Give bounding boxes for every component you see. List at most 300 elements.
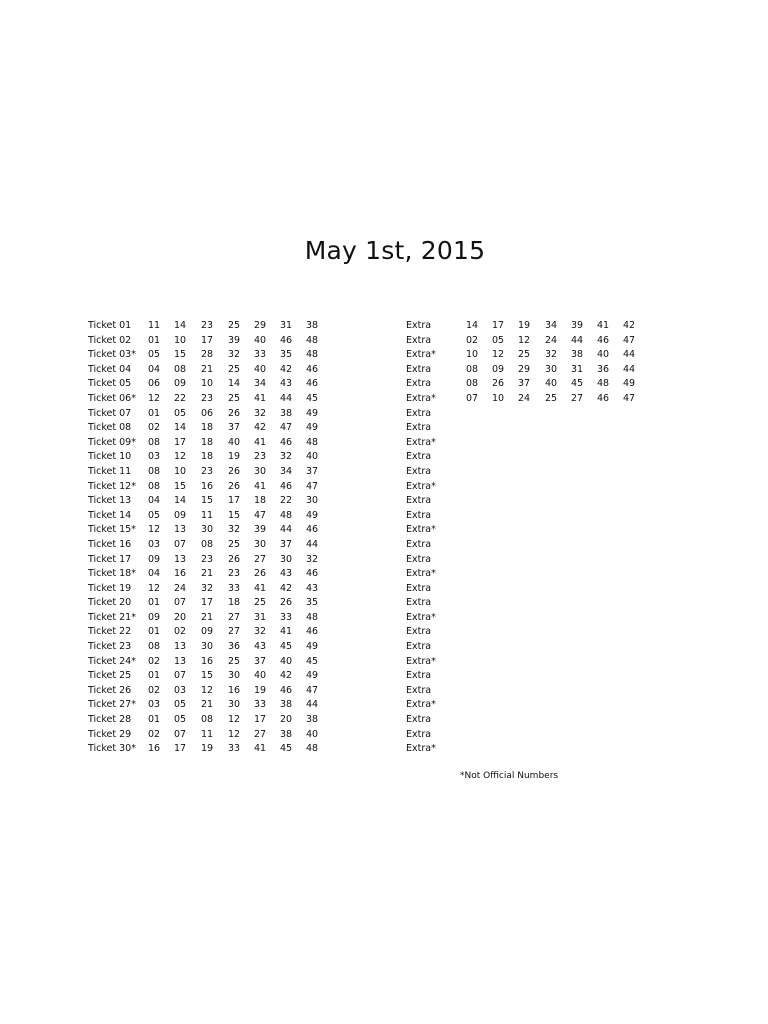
- ticket-number: 12: [228, 714, 241, 726]
- ticket-label: Ticket 27*: [88, 699, 136, 711]
- ticket-label: Ticket 22: [88, 626, 132, 638]
- ticket-number: 09: [174, 378, 187, 390]
- extra-number: 27: [571, 392, 584, 404]
- ticket-number: 27: [254, 728, 267, 740]
- extra-label: Extra: [406, 553, 432, 565]
- extra-number: 12: [518, 334, 531, 346]
- ticket-label: Ticket 26: [88, 684, 132, 696]
- ticket-number: 48: [280, 509, 293, 521]
- ticket-number: 49: [306, 670, 319, 682]
- extra-number: 47: [623, 392, 636, 404]
- ticket-number: 47: [254, 509, 267, 521]
- extra-number: 09: [492, 363, 505, 375]
- ticket-number: 09: [174, 509, 187, 521]
- ticket-number: 10: [174, 465, 187, 477]
- ticket-number: 06: [201, 407, 214, 419]
- extra-number: 08: [466, 378, 479, 390]
- extra-label: Extra*: [406, 611, 436, 623]
- ticket-number: 13: [174, 553, 187, 565]
- ticket-number: 45: [306, 392, 319, 404]
- ticket-number: 31: [254, 611, 267, 623]
- ticket-number: 32: [254, 626, 267, 638]
- ticket-number: 46: [306, 378, 319, 390]
- ticket-number: 17: [228, 495, 241, 507]
- extra-number: 46: [597, 392, 610, 404]
- ticket-number: 35: [306, 597, 319, 609]
- ticket-number: 37: [254, 655, 267, 667]
- ticket-label: Ticket 28: [88, 714, 132, 726]
- ticket-number: 23: [201, 392, 214, 404]
- ticket-number: 43: [280, 568, 293, 580]
- ticket-number: 28: [201, 349, 214, 361]
- ticket-number: 47: [306, 684, 319, 696]
- ticket-number: 01: [148, 597, 161, 609]
- ticket-number: 42: [280, 363, 293, 375]
- ticket-number: 01: [148, 670, 161, 682]
- ticket-number: 12: [148, 524, 161, 536]
- ticket-number: 30: [254, 465, 267, 477]
- extra-row: [466, 363, 646, 378]
- ticket-number: 07: [174, 538, 187, 550]
- ticket-number: 26: [280, 597, 293, 609]
- ticket-label: Ticket 21*: [88, 611, 136, 623]
- ticket-number: 21: [201, 699, 214, 711]
- ticket-number: 41: [254, 582, 267, 594]
- ticket-number: 08: [148, 480, 161, 492]
- ticket-number: 23: [228, 568, 241, 580]
- ticket-number: 25: [228, 320, 241, 331]
- ticket-number: 48: [306, 334, 319, 346]
- ticket-number: 20: [280, 714, 293, 726]
- ticket-label: Ticket 13: [88, 495, 132, 507]
- ticket-number: 27: [228, 626, 241, 638]
- extra-number: 36: [597, 363, 610, 375]
- ticket-number: 34: [254, 378, 267, 390]
- page-title: May 1st, 2015: [304, 236, 486, 265]
- ticket-number: 38: [280, 407, 293, 419]
- extra-label: Extra: [406, 728, 432, 740]
- ticket-number: 06: [148, 378, 161, 390]
- ticket-number: 08: [148, 641, 161, 653]
- ticket-number: 08: [174, 363, 187, 375]
- extra-number: 38: [571, 349, 584, 361]
- ticket-number: 48: [306, 743, 319, 755]
- ticket-number: 41: [254, 480, 267, 492]
- extra-label: Extra: [406, 334, 432, 346]
- ticket-number: 41: [254, 392, 267, 404]
- ticket-number: 18: [254, 495, 267, 507]
- extra-number: 29: [518, 363, 531, 375]
- ticket-number: 03: [174, 684, 187, 696]
- extra-number: 49: [623, 378, 636, 390]
- extra-number: 26: [492, 378, 505, 390]
- ticket-number: 19: [201, 743, 214, 755]
- ticket-number: 09: [148, 553, 161, 565]
- ticket-number: 30: [228, 699, 241, 711]
- ticket-number: 33: [254, 349, 267, 361]
- ticket-number: 37: [280, 538, 293, 550]
- ticket-number: 27: [228, 611, 241, 623]
- ticket-number: 43: [254, 641, 267, 653]
- extra-label: Extra*: [406, 392, 436, 404]
- ticket-number: 08: [201, 538, 214, 550]
- ticket-number: 14: [174, 495, 187, 507]
- ticket-number: 40: [254, 670, 267, 682]
- ticket-number: 38: [306, 714, 319, 726]
- ticket-number: 39: [254, 524, 267, 536]
- extra-row: [466, 334, 646, 349]
- ticket-number: 01: [148, 714, 161, 726]
- ticket-number: 45: [280, 641, 293, 653]
- ticket-number: 03: [148, 699, 161, 711]
- ticket-number: 41: [254, 436, 267, 448]
- ticket-number: 15: [201, 495, 214, 507]
- ticket-number: 27: [254, 553, 267, 565]
- extra-label: Extra*: [406, 743, 436, 755]
- ticket-number: 32: [201, 582, 214, 594]
- ticket-label: Ticket 19: [88, 582, 132, 594]
- ticket-number: 01: [148, 626, 161, 638]
- ticket-number: 49: [306, 422, 319, 434]
- ticket-label: Ticket 23: [88, 641, 132, 653]
- ticket-number: 45: [306, 655, 319, 667]
- ticket-label: Ticket 07: [88, 407, 132, 419]
- ticket-number: 18: [201, 451, 214, 463]
- ticket-number: 37: [306, 465, 319, 477]
- ticket-number: 40: [254, 334, 267, 346]
- ticket-number: 35: [280, 349, 293, 361]
- ticket-number: 32: [228, 349, 241, 361]
- extra-number: 47: [623, 334, 636, 346]
- ticket-label: Ticket 20: [88, 597, 132, 609]
- ticket-number: 44: [280, 392, 293, 404]
- ticket-number: 13: [174, 641, 187, 653]
- ticket-number: 09: [148, 611, 161, 623]
- extra-number: 44: [623, 349, 636, 361]
- ticket-number: 32: [228, 524, 241, 536]
- ticket-label: Ticket 30*: [88, 743, 136, 755]
- extra-label: Extra: [406, 407, 432, 419]
- ticket-number: 02: [148, 728, 161, 740]
- ticket-number: 08: [201, 714, 214, 726]
- ticket-number: 25: [254, 597, 267, 609]
- ticket-number: 34: [280, 465, 293, 477]
- extra-label: Extra: [406, 714, 432, 726]
- ticket-number: 38: [280, 699, 293, 711]
- ticket-label: Ticket 16: [88, 538, 132, 550]
- ticket-number: 02: [148, 684, 161, 696]
- ticket-number: 15: [228, 509, 241, 521]
- ticket-number: 15: [174, 349, 187, 361]
- extra-number: 24: [518, 392, 531, 404]
- extra-number: 39: [571, 320, 584, 331]
- extra-number: 34: [545, 320, 558, 331]
- ticket-number: 30: [280, 553, 293, 565]
- ticket-number: 39: [228, 334, 241, 346]
- ticket-number: 30: [228, 670, 241, 682]
- extra-number: 44: [571, 334, 584, 346]
- extra-number: 46: [597, 334, 610, 346]
- ticket-number: 33: [228, 582, 241, 594]
- extra-label: Extra: [406, 684, 432, 696]
- ticket-number: 23: [201, 465, 214, 477]
- ticket-label: Ticket 10: [88, 451, 132, 463]
- ticket-label: Ticket 15*: [88, 524, 136, 536]
- ticket-number: 41: [254, 743, 267, 755]
- extra-row: [466, 348, 646, 363]
- ticket-number: 30: [306, 495, 319, 507]
- extra-label: Extra*: [406, 524, 436, 536]
- ticket-number: 44: [306, 699, 319, 711]
- ticket-number: 46: [280, 334, 293, 346]
- ticket-number: 21: [201, 363, 214, 375]
- ticket-label: Ticket 17: [88, 553, 132, 565]
- ticket-label: Ticket 02: [88, 334, 132, 346]
- ticket-number: 37: [228, 422, 241, 434]
- extra-label: Extra: [406, 465, 432, 477]
- ticket-number: 05: [174, 699, 187, 711]
- ticket-number: 08: [148, 465, 161, 477]
- ticket-label: Ticket 24*: [88, 655, 136, 667]
- ticket-number: 03: [148, 538, 161, 550]
- ticket-label: Ticket 08: [88, 422, 132, 434]
- extra-number: 41: [597, 320, 610, 331]
- ticket-number: 41: [280, 626, 293, 638]
- ticket-number: 33: [228, 743, 241, 755]
- ticket-number: 16: [201, 655, 214, 667]
- extra-number: 14: [466, 320, 479, 331]
- ticket-number: 11: [201, 509, 214, 521]
- ticket-label: Ticket 11: [88, 465, 132, 477]
- extra-number: 48: [597, 378, 610, 390]
- ticket-label: Ticket 14: [88, 509, 132, 521]
- extra-number: 17: [492, 320, 505, 331]
- ticket-number: 21: [201, 568, 214, 580]
- ticket-number: 36: [228, 641, 241, 653]
- extra-number: 44: [623, 363, 636, 375]
- ticket-number: 17: [254, 714, 267, 726]
- ticket-number: 04: [148, 363, 161, 375]
- ticket-number: 31: [280, 320, 293, 331]
- ticket-number: 12: [174, 451, 187, 463]
- ticket-number: 26: [228, 480, 241, 492]
- ticket-number: 46: [306, 363, 319, 375]
- ticket-number: 43: [306, 582, 319, 594]
- ticket-number: 10: [174, 334, 187, 346]
- ticket-number: 02: [148, 655, 161, 667]
- ticket-number: 16: [228, 684, 241, 696]
- extra-label: Extra*: [406, 568, 436, 580]
- extra-number: 19: [518, 320, 531, 331]
- ticket-number: 10: [201, 378, 214, 390]
- ticket-number: 40: [306, 728, 319, 740]
- ticket-number: 33: [254, 699, 267, 711]
- ticket-number: 04: [148, 568, 161, 580]
- extra-number: 24: [545, 334, 558, 346]
- ticket-number: 49: [306, 509, 319, 521]
- extra-label: Extra: [406, 641, 432, 653]
- ticket-number: 18: [228, 597, 241, 609]
- ticket-number: 15: [174, 480, 187, 492]
- ticket-number: 17: [201, 334, 214, 346]
- extra-number: 30: [545, 363, 558, 375]
- extra-number: 08: [466, 363, 479, 375]
- ticket-number: 46: [280, 684, 293, 696]
- ticket-number: 48: [306, 349, 319, 361]
- extra-number: 31: [571, 363, 584, 375]
- ticket-number: 17: [174, 743, 187, 755]
- ticket-number: 40: [280, 655, 293, 667]
- ticket-number: 30: [201, 524, 214, 536]
- extra-numbers-table: [466, 319, 646, 407]
- ticket-number: 47: [280, 422, 293, 434]
- ticket-label: Ticket 18*: [88, 568, 136, 580]
- ticket-number: 04: [148, 495, 161, 507]
- extra-label: Extra*: [406, 436, 436, 448]
- ticket-number: 32: [280, 451, 293, 463]
- ticket-number: 48: [306, 611, 319, 623]
- extra-number: 02: [466, 334, 479, 346]
- ticket-number: 40: [306, 451, 319, 463]
- ticket-number: 46: [306, 524, 319, 536]
- ticket-number: 43: [280, 378, 293, 390]
- ticket-number: 32: [254, 407, 267, 419]
- ticket-number: 23: [254, 451, 267, 463]
- extra-label: Extra: [406, 320, 432, 331]
- ticket-number: 02: [174, 626, 187, 638]
- ticket-number: 08: [148, 436, 161, 448]
- extra-label: Extra: [406, 378, 432, 390]
- ticket-number: 46: [306, 568, 319, 580]
- ticket-number: 30: [254, 538, 267, 550]
- ticket-number: 05: [174, 407, 187, 419]
- ticket-label: Ticket 04: [88, 363, 132, 375]
- ticket-number: 22: [174, 392, 187, 404]
- ticket-number: 17: [201, 597, 214, 609]
- ticket-number: 30: [201, 641, 214, 653]
- extra-label: Extra: [406, 495, 432, 507]
- ticket-number: 19: [254, 684, 267, 696]
- ticket-number: 26: [228, 407, 241, 419]
- ticket-number: 40: [228, 436, 241, 448]
- extra-label: Extra*: [406, 480, 436, 492]
- ticket-number: 46: [280, 436, 293, 448]
- ticket-number: 48: [306, 436, 319, 448]
- ticket-number: 11: [201, 728, 214, 740]
- ticket-number: 18: [201, 422, 214, 434]
- extra-label: Extra*: [406, 655, 436, 667]
- extra-label: Extra: [406, 363, 432, 375]
- extra-number: 42: [623, 320, 636, 331]
- ticket-number: 47: [306, 480, 319, 492]
- extra-number: 25: [545, 392, 558, 404]
- ticket-number: 38: [306, 320, 319, 331]
- ticket-number: 18: [201, 436, 214, 448]
- ticket-number: 07: [174, 728, 187, 740]
- ticket-number: 33: [280, 611, 293, 623]
- extra-label: Extra: [406, 597, 432, 609]
- ticket-number: 05: [148, 349, 161, 361]
- footnote: *Not Official Numbers: [460, 771, 559, 781]
- extra-number: 25: [518, 349, 531, 361]
- extra-number: 12: [492, 349, 505, 361]
- ticket-label: Ticket 29: [88, 728, 132, 740]
- ticket-number: 07: [174, 597, 187, 609]
- ticket-label: Ticket 01: [88, 320, 132, 331]
- ticket-number: 42: [280, 670, 293, 682]
- extra-label: Extra: [406, 509, 432, 521]
- extra-label: Extra: [406, 422, 432, 434]
- ticket-number: 14: [174, 320, 187, 331]
- extra-label: Extra*: [406, 349, 436, 361]
- ticket-label: Ticket 03*: [88, 349, 136, 361]
- extra-number: 40: [597, 349, 610, 361]
- ticket-number: 13: [174, 524, 187, 536]
- ticket-number: 07: [174, 670, 187, 682]
- extra-label: Extra: [406, 451, 432, 463]
- extra-number: 07: [466, 392, 479, 404]
- ticket-number: 49: [306, 407, 319, 419]
- ticket-number: 46: [306, 626, 319, 638]
- ticket-number: 25: [228, 392, 241, 404]
- ticket-label: Ticket 09*: [88, 436, 136, 448]
- ticket-number: 03: [148, 451, 161, 463]
- ticket-number: 16: [201, 480, 214, 492]
- ticket-number: 13: [174, 655, 187, 667]
- extra-label: Extra: [406, 670, 432, 682]
- ticket-number: 02: [148, 422, 161, 434]
- ticket-number: 38: [280, 728, 293, 740]
- extra-row: [466, 319, 646, 334]
- ticket-number: 26: [228, 553, 241, 565]
- ticket-number: 19: [228, 451, 241, 463]
- ticket-number: 15: [201, 670, 214, 682]
- ticket-number: 26: [228, 465, 241, 477]
- ticket-number: 26: [254, 568, 267, 580]
- ticket-number: 44: [306, 538, 319, 550]
- ticket-number: 14: [174, 422, 187, 434]
- ticket-number: 32: [306, 553, 319, 565]
- extra-number: 40: [545, 378, 558, 390]
- extra-number: 10: [492, 392, 505, 404]
- ticket-label: Ticket 12*: [88, 480, 136, 492]
- ticket-number: 49: [306, 641, 319, 653]
- ticket-number: 05: [148, 509, 161, 521]
- ticket-number: 44: [280, 524, 293, 536]
- ticket-number: 25: [228, 655, 241, 667]
- ticket-number: 14: [228, 378, 241, 390]
- ticket-number: 12: [228, 728, 241, 740]
- ticket-label: Ticket 06*: [88, 392, 136, 404]
- ticket-number: 11: [148, 320, 161, 331]
- ticket-number: 25: [228, 363, 241, 375]
- extra-row: [466, 377, 646, 392]
- ticket-number: 23: [201, 320, 214, 331]
- extra-label: Extra*: [406, 699, 436, 711]
- ticket-label: Ticket 05: [88, 378, 132, 390]
- extra-label: Extra: [406, 626, 432, 638]
- extra-label: Extra: [406, 538, 432, 550]
- ticket-number: 12: [201, 684, 214, 696]
- ticket-number: 45: [280, 743, 293, 755]
- extra-number: 45: [571, 378, 584, 390]
- ticket-number: 23: [201, 553, 214, 565]
- ticket-number: 09: [201, 626, 214, 638]
- ticket-number: 16: [174, 568, 187, 580]
- ticket-number: 29: [254, 320, 267, 331]
- ticket-number: 21: [201, 611, 214, 623]
- ticket-number: 20: [174, 611, 187, 623]
